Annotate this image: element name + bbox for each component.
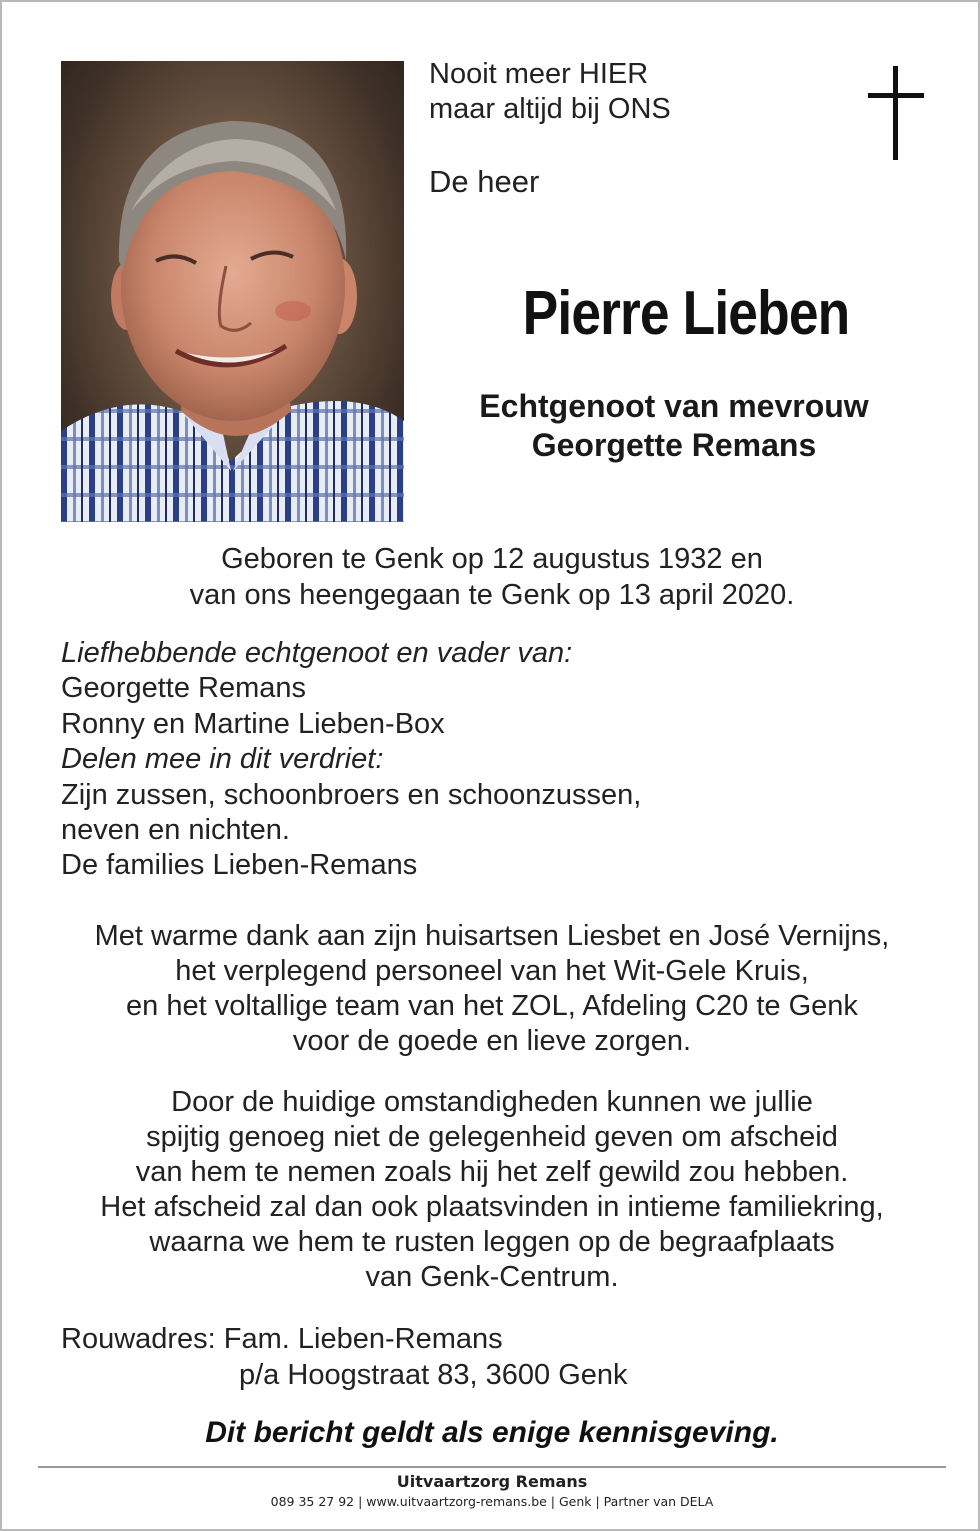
circumstances-line: van hem te nemen zoals hij het zelf gewild zou hebben. [135, 1156, 849, 1188]
motto-line: maar altijd bij ONS [429, 93, 671, 125]
motto-line: Nooit meer HIER [429, 58, 649, 90]
circumstances-line: waarna we hem te rusten leggen op de begraafplaats [149, 1226, 835, 1258]
circumstances-line: spijtig genoeg niet de gelegenheid geven om afscheid [146, 1121, 838, 1153]
portrait-photo [61, 61, 404, 522]
relatives-line: De families Lieben-Remans [61, 849, 418, 882]
birth-death-dates [42, 541, 942, 613]
spouse-name: Georgette Remans [531, 427, 817, 463]
spouse-relation: Echtgenoot van mevrouw [479, 388, 869, 424]
circumstances-line: van Genk-Centrum. [365, 1261, 619, 1293]
circumstances-line: Door de huidige omstandigheden kunnen we jullie [171, 1086, 813, 1118]
thanks-paragraph [22, 919, 962, 1059]
mourning-address [61, 1321, 628, 1393]
family-section [61, 636, 641, 884]
thanks-line: Met warme dank aan zijn huisartsen Liesbet en José Vernijns, [94, 920, 890, 952]
funeral-home-name: Uitvaartzorg Remans [396, 1472, 588, 1491]
family-heading: Liefhebbende echtgenoot en vader van: [61, 637, 573, 669]
family-member: Georgette Remans [61, 672, 307, 705]
relatives-line: neven en nichten. [61, 814, 290, 847]
circumstances-paragraph [22, 1085, 962, 1295]
thanks-line: en het voltallige team van het ZOL, Afdeling C20 te Genk [126, 990, 858, 1022]
family-heading: Delen mee in dit verdriet: [61, 743, 384, 776]
relatives-line: Zijn zussen, schoonbroers en schoonzussen, [61, 778, 642, 811]
funeral-home-contact: 089 35 27 92 | www.uitvaartzorg-remans.be | Genk | Partner van DELA [270, 1494, 714, 1509]
birth-line: Geboren te Genk op 12 augustus 1932 en [221, 543, 763, 575]
thanks-line: voor de goede en lieve zorgen. [292, 1025, 692, 1057]
death-line: van ons heengegaan te Genk op 13 april 2020. [189, 579, 795, 611]
address-street: p/a Hoogstraat 83, 3600 Genk [239, 1359, 628, 1391]
cross-icon [868, 66, 924, 160]
deceased-name: Pierre Lieben [522, 279, 850, 348]
spouse-line [422, 387, 926, 465]
family-member: Ronny en Martine Lieben-Box [61, 707, 445, 740]
title-prefix: De heer [429, 164, 540, 199]
circumstances-line: Het afscheid zal dan ook plaatsvinden in intieme familiekring, [100, 1191, 884, 1223]
thanks-line: het verplegend personeel van het Wit-Gele Kruis, [175, 955, 809, 987]
footer-divider [38, 1466, 946, 1468]
motto [429, 57, 671, 127]
notice-statement: Dit bericht geldt als enige kennisgeving. [205, 1416, 779, 1449]
address-line: Rouwadres: Fam. Lieben-Remans [61, 1323, 503, 1355]
